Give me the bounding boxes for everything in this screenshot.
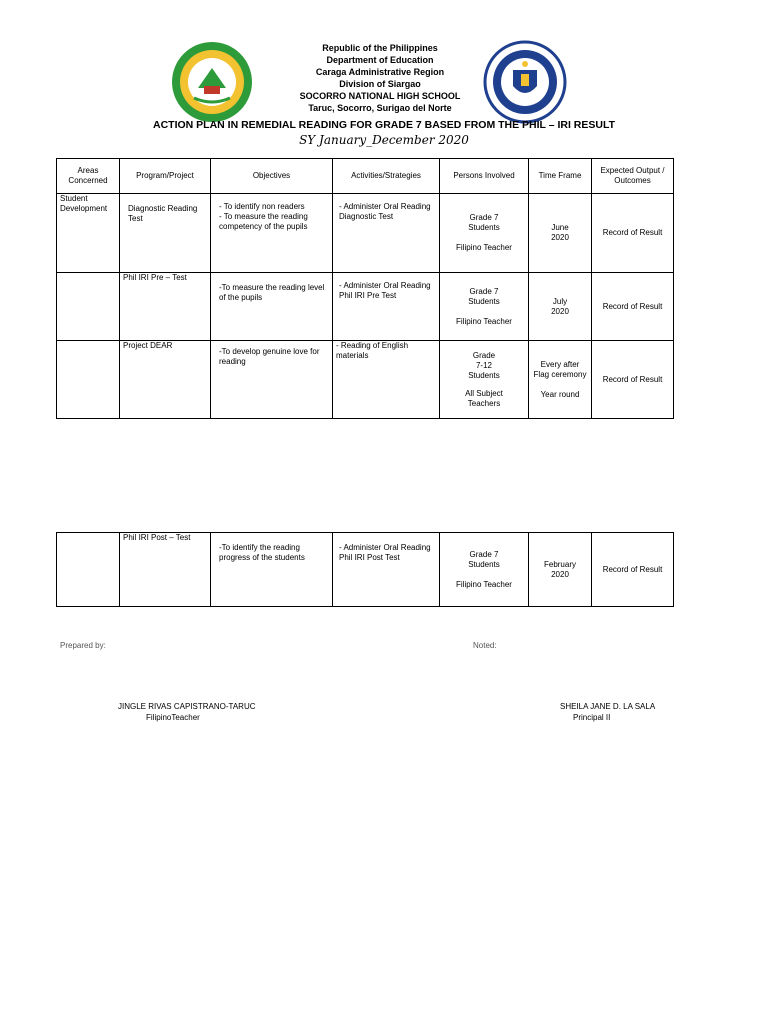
area-cell: Student Development [57, 194, 120, 273]
header-areas: Areas Concerned [57, 159, 120, 194]
persons-line: Grade 7 [469, 213, 499, 222]
time-frame-cell [529, 533, 592, 607]
header-time-frame: Time Frame [529, 159, 592, 194]
time-line: February [543, 559, 576, 569]
preparer-title: FilipinoTeacher [146, 713, 200, 722]
activities-cell: - Administer Oral Reading Phil IRI Pre Test [333, 273, 440, 341]
time-line: Every after [540, 359, 580, 369]
header-line-4: Division of Siargao [339, 79, 421, 89]
noter-title: Principal II [573, 713, 611, 722]
time-line: 2020 [551, 233, 569, 242]
area-cell [57, 341, 120, 419]
action-plan-table-continued [56, 532, 674, 607]
header-objectives: Objectives [211, 159, 333, 194]
objectives-cell [211, 533, 333, 607]
program-cell: Project DEAR [120, 341, 211, 419]
time-frame-cell [529, 273, 592, 341]
persons-line: Filipino Teacher [456, 579, 512, 589]
persons-line: Grade 7 [469, 549, 499, 559]
area-cell [57, 533, 120, 607]
output-cell: Record of Result [592, 533, 674, 607]
header-line-1: Republic of the Philippines [322, 43, 438, 53]
time-frame-cell [529, 341, 592, 419]
persons-line: Students [468, 559, 500, 569]
time-line: 2020 [551, 306, 569, 316]
time-line: 2020 [551, 569, 569, 579]
objectives-cell [211, 273, 333, 341]
persons-line: Filipino Teacher [456, 316, 512, 326]
time-line: Flag ceremony [533, 369, 587, 379]
area-cell [57, 273, 120, 341]
preparer-name: JINGLE RIVAS CAPISTRANO-TARUC [118, 702, 256, 711]
program-cell: Diagnostic Reading Test [120, 194, 211, 273]
table-header-row [57, 159, 674, 194]
time-line: June [551, 223, 569, 232]
persons-spacer [443, 381, 525, 389]
letterhead [250, 42, 510, 114]
objective-line: -To identify the reading progress of the students [219, 543, 305, 562]
persons-cell [440, 273, 529, 341]
persons-cell [440, 194, 529, 273]
time-spacer [532, 380, 588, 390]
persons-line: Grade 7 [469, 286, 499, 296]
objectives-cell [211, 341, 333, 419]
time-frame-cell [529, 194, 592, 273]
activities-cell: - Administer Oral Reading Diagnostic Test [333, 194, 440, 273]
persons-line: Students [468, 223, 500, 232]
objective-line: -To develop genuine love for reading [219, 347, 320, 366]
persons-line: Students [468, 370, 500, 380]
persons-cell [440, 341, 529, 419]
persons-line: Grade [472, 350, 496, 360]
output-cell: Record of Result [592, 273, 674, 341]
objectives-cell [211, 194, 333, 273]
table-row [57, 194, 674, 273]
program-cell: Phil IRI Pre – Test [120, 273, 211, 341]
table-row [57, 341, 674, 419]
persons-spacer [443, 570, 525, 580]
persons-cell [440, 533, 529, 607]
school-seal-logo [170, 40, 254, 124]
header-line-3: Caraga Administrative Region [315, 67, 445, 77]
header-program: Program/Project [120, 159, 211, 194]
noted-label: Noted: [473, 641, 497, 650]
persons-line: Teachers [467, 398, 501, 408]
activities-cell: - Administer Oral Reading Phil IRI Post Test [333, 533, 440, 607]
header-line-2: Department of Education [326, 55, 434, 65]
persons-spacer [443, 233, 525, 243]
prepared-by-label: Prepared by: [60, 641, 106, 650]
document-title: ACTION PLAN IN REMEDIAL READING FOR GRADE 7 BASED FROM THE PHIL – IRI RESULT [152, 119, 616, 131]
time-line: Year round [540, 389, 580, 399]
school-year-subtitle: SY January_December 2020 [299, 133, 469, 147]
persons-line: All Subject [465, 388, 503, 398]
output-cell: Record of Result [592, 194, 674, 273]
table-row [57, 533, 674, 607]
noter-name: SHEILA JANE D. LA SALA [560, 702, 656, 711]
header-activities: Activities/Strategies [333, 159, 440, 194]
activities-cell: - Reading of English materials [333, 341, 440, 419]
header-expected-output: Expected Output / Outcomes [592, 159, 674, 194]
persons-line: Students [468, 296, 500, 306]
output-cell: Record of Result [592, 341, 674, 419]
objective-line: -To measure the reading level of the pupils [219, 283, 325, 302]
persons-spacer [443, 307, 525, 317]
table-row [57, 273, 674, 341]
objective-line: - To measure the reading competency of the pupils [219, 212, 308, 231]
header-line-5: SOCORRO NATIONAL HIGH SCHOOL [299, 91, 461, 101]
action-plan-table [56, 158, 674, 419]
persons-line: Filipino Teacher [456, 243, 512, 252]
program-cell: Phil IRI Post – Test [120, 533, 211, 607]
objective-line: - To identify non readers [219, 202, 305, 211]
time-line: July [552, 296, 568, 306]
header-persons: Persons Involved [440, 159, 529, 194]
header-line-6: Taruc, Socorro, Surigao del Norte [308, 103, 452, 113]
persons-line: 7-12 [475, 360, 492, 370]
